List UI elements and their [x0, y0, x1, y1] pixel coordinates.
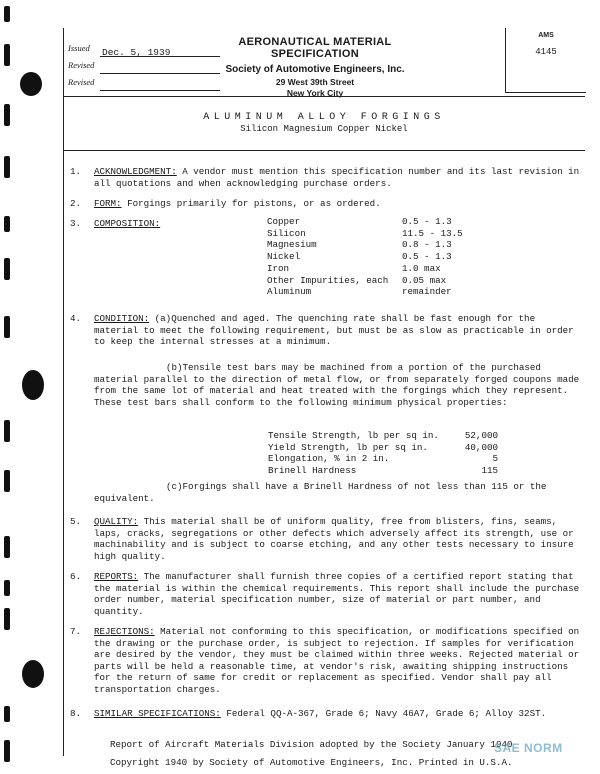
binder-punch-mark: [4, 156, 10, 178]
composition-row: [267, 228, 512, 240]
binder-punch-mark: [4, 608, 10, 630]
section-heading: COMPOSITION:: [94, 218, 161, 229]
watermark-logo: SAE NORM: [494, 741, 563, 755]
section-heading: FORM:: [94, 198, 122, 209]
property-row: [268, 453, 498, 465]
element-range: 1.0 max: [402, 262, 441, 274]
section-number: 4.: [70, 313, 82, 324]
section-text: The manufacturer shall furnish three copies of a certified report stating that the material is within the chemical requirements. This report shall include the purchase order number, material specification number, size of material or part number, and quantity.: [94, 571, 580, 617]
property-value: 52,000: [464, 430, 498, 441]
issue-dates: [68, 40, 220, 91]
section-number: 5.: [70, 516, 82, 527]
binder-punch-mark: [4, 104, 10, 126]
section-number: 2.: [70, 198, 82, 209]
issued-row: [68, 40, 220, 57]
property-value: 5: [492, 453, 498, 465]
composition-row: [267, 263, 512, 275]
property-value: 115: [481, 465, 498, 477]
revised-value: [100, 61, 220, 74]
binder-punch-mark: [4, 706, 10, 722]
section-text: This material shall be of uniform quality, free from blisters, fins, seams, laps, cracks, segregations or other defects which adversely affect its strength, use or machinability and is subject to coarse etching, and any other tests necessary to insure high quality.: [94, 516, 574, 562]
binder-punch-mark: [4, 258, 10, 280]
element-name: Nickel: [267, 251, 301, 263]
binder-punch-mark: [4, 740, 10, 762]
section-body: [94, 626, 584, 695]
issuer-block: [205, 36, 425, 98]
element-range: 0.8 - 1.3: [402, 239, 452, 251]
society-name: Society of Automotive Engineers, Inc.: [225, 64, 405, 75]
spec-title: AERONAUTICAL MATERIAL SPECIFICATION: [238, 36, 392, 60]
ams-label: AMS: [538, 32, 554, 39]
section-text: A vendor must mention this specification number and its last revision in all quotations and when acknowledging purchase orders.: [94, 166, 580, 189]
ink-blot: [22, 660, 44, 688]
title-divider: [63, 150, 585, 151]
issued-value: Dec. 5, 1939: [100, 44, 220, 57]
element-name: Other Impurities, each: [267, 274, 389, 286]
binder-punch-mark: [4, 316, 10, 338]
property-name: Brinell Hardness: [268, 465, 357, 477]
section-heading: QUALITY:: [94, 516, 139, 527]
element-range: remainder: [402, 286, 452, 298]
section-body: [94, 516, 584, 562]
material-title-block: [63, 112, 585, 134]
revised-value: [100, 78, 220, 91]
section-number: 6.: [70, 571, 82, 582]
binder-punch-mark: [4, 216, 10, 232]
society-street: 29 West 39th Street: [275, 77, 355, 87]
composition-row: [267, 216, 512, 228]
element-name: Silicon: [267, 227, 306, 239]
composition-row: [267, 275, 512, 287]
property-row: [268, 430, 498, 442]
page-frame-left: [63, 28, 64, 756]
section-number: 1.: [70, 166, 82, 177]
copyright-line: Copyright 1940 by Society of Automotive Engineers, Inc. Printed in U.S.A.: [110, 757, 513, 768]
element-range: 0.5 - 1.3: [402, 216, 452, 227]
composition-table: [267, 216, 512, 298]
section-body: [94, 166, 584, 189]
society-city: New York City: [286, 88, 344, 98]
property-name: Tensile Strength, lb per sq in.: [268, 430, 439, 441]
element-name: Iron: [267, 262, 290, 274]
section-heading: REJECTIONS:: [94, 626, 155, 637]
binder-punch-mark: [4, 536, 10, 558]
binder-punch-mark: [4, 44, 10, 66]
section-number: 7.: [70, 626, 82, 637]
ink-blot: [22, 370, 44, 400]
section-heading: CONDITION:: [94, 313, 150, 324]
section-heading: REPORTS:: [94, 571, 139, 582]
issued-label: Issued: [68, 43, 90, 53]
ink-blot: [20, 72, 42, 96]
condition-paragraph-b: (b)Tensile test bars may be machined from a portion of the purchased material parallel to the direction of metal flow, or from separately forged coupons made from the same lot of material and heat treated with the forgings which they represent. These test bars shall conform to the following minimum physical properties:: [94, 362, 580, 408]
binder-punch-mark: [4, 580, 10, 596]
element-name: Aluminum: [267, 286, 312, 298]
section-heading: ACKNOWLEDGMENT:: [94, 166, 177, 177]
composition-row: [267, 251, 512, 263]
ams-number-box: [505, 28, 586, 93]
property-name: Yield Strength, lb per sq in.: [268, 441, 428, 453]
section-text: Forgings primarily for pistons, or as ordered.: [121, 198, 381, 209]
condition-paragraph-c: (c)Forgings shall have a Brinell Hardness of not less than 115 or the equivalent.: [94, 481, 547, 504]
revised-label: Revised: [68, 77, 95, 87]
composition-row: [267, 239, 512, 251]
binder-punch-mark: [4, 6, 10, 22]
property-value: 40,000: [464, 441, 498, 453]
adoption-note: Report of Aircraft Materials Division adopted by the Society January 1940: [110, 739, 513, 750]
element-range: 0.05 max: [402, 274, 447, 286]
section-text: Federal QQ-A-367, Grade 6; Navy 46A7, Grade 6; Alloy 32ST.: [220, 708, 547, 719]
material-title: ALUMINUM ALLOY FORGINGS: [203, 112, 445, 123]
property-row: [268, 465, 498, 477]
binder-punch-mark: [4, 420, 10, 442]
section-body: [94, 198, 584, 210]
section-body: [94, 313, 584, 348]
section-heading: SIMILAR SPECIFICATIONS:: [94, 708, 221, 719]
section-body: [94, 571, 584, 617]
mechanical-properties-table: [268, 430, 498, 477]
revised-row: [68, 57, 220, 74]
element-range: 0.5 - 1.3: [402, 251, 452, 263]
property-row: [268, 442, 498, 454]
section-number: 3.: [70, 218, 82, 229]
section-body: [94, 708, 584, 720]
element-range: 11.5 - 13.5: [402, 227, 463, 239]
composition-row: [267, 286, 512, 298]
revised-row: [68, 74, 220, 91]
section-number: 8.: [70, 708, 82, 719]
revised-label: Revised: [68, 60, 95, 70]
element-name: Copper: [267, 216, 301, 227]
section-text: Material not conforming to this specification, or modifications specified on the drawing or the purchase order, is subject to rejection. If samples for verification are desired by the vendor, they must be claimed within three weeks. Rejected material or parts will be held a reasonable time, at vendor's risk, awaiting shipping instructions for the return of same for credit or replacement as specified. Vendor shall pay all transportation charges.: [94, 626, 580, 695]
binder-punch-mark: [4, 470, 10, 492]
ams-number: 4145: [535, 47, 557, 57]
property-name: Elongation, % in 2 in.: [268, 453, 390, 465]
element-name: Magnesium: [267, 239, 317, 251]
material-subtitle: Silicon Magnesium Copper Nickel: [240, 124, 408, 134]
section-text: (a)Quenched and aged. The quenching rate shall be fast enough for the material to meet the following requirement, but must be as slow as practicable in order to keep the internal stresses at a minimum.: [94, 313, 574, 347]
